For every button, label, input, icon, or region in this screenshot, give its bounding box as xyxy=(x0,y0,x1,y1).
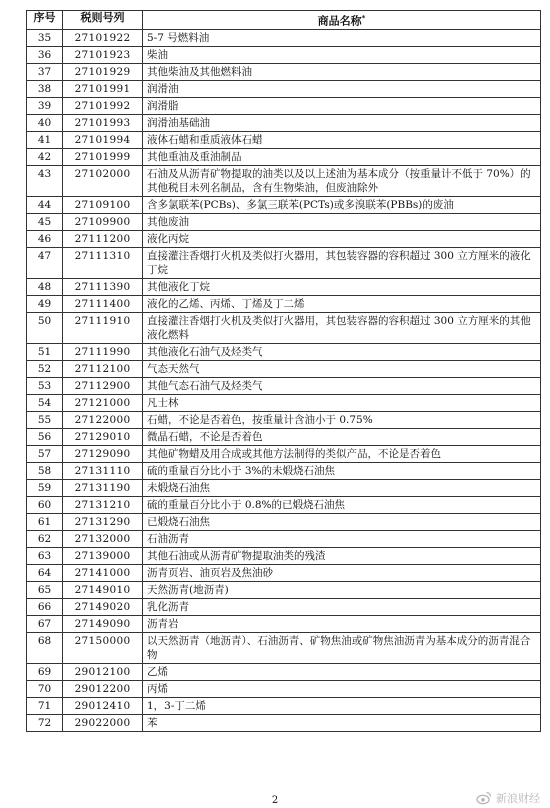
table-row xyxy=(27,463,541,480)
row-tariff-code: 27141000 xyxy=(63,565,143,582)
row-serial-number: 65 xyxy=(27,582,63,599)
table-row xyxy=(27,64,541,81)
row-product-name: 润滑脂 xyxy=(143,98,541,115)
row-tariff-code: 27101994 xyxy=(63,132,143,149)
row-serial-number: 71 xyxy=(27,698,63,715)
row-product-name: 其他矿物蜡及用合成或其他方法制得的类似产品，不论是否着色 xyxy=(143,446,541,463)
row-tariff-code: 29022000 xyxy=(63,715,143,732)
row-serial-number: 48 xyxy=(27,279,63,296)
row-tariff-code: 27101922 xyxy=(63,30,143,47)
row-product-name: 凡士林 xyxy=(143,395,541,412)
row-tariff-code: 27101923 xyxy=(63,47,143,64)
header-product-name xyxy=(143,11,541,30)
table-row xyxy=(27,248,541,279)
table-body xyxy=(27,30,541,732)
header-product-name-text: 商品名称 xyxy=(317,14,362,28)
row-tariff-code: 29012100 xyxy=(63,664,143,681)
row-serial-number: 44 xyxy=(27,197,63,214)
table-row xyxy=(27,395,541,412)
row-product-name: 其他石油或从沥青矿物提取油类的残渣 xyxy=(143,548,541,565)
table-row xyxy=(27,378,541,395)
table-row xyxy=(27,30,541,47)
table-row xyxy=(27,681,541,698)
table-row xyxy=(27,344,541,361)
table-row xyxy=(27,616,541,633)
row-tariff-code: 27101993 xyxy=(63,115,143,132)
table-row xyxy=(27,149,541,166)
row-tariff-code: 27101991 xyxy=(63,81,143,98)
row-product-name: 微晶石蜡，不论是否着色 xyxy=(143,429,541,446)
row-product-name: 硫的重量百分比小于 0.8%的已煅烧石油焦 xyxy=(143,497,541,514)
table-row xyxy=(27,98,541,115)
row-product-name: 液体石蜡和重质液体石蜡 xyxy=(143,132,541,149)
row-product-name: 丙烯 xyxy=(143,681,541,698)
row-serial-number: 61 xyxy=(27,514,63,531)
row-serial-number: 55 xyxy=(27,412,63,429)
row-serial-number: 68 xyxy=(27,633,63,664)
row-product-name: 5-7 号燃料油 xyxy=(143,30,541,47)
row-product-name: 气态天然气 xyxy=(143,361,541,378)
row-serial-number: 38 xyxy=(27,81,63,98)
row-product-name: 天然沥青(地沥青) xyxy=(143,582,541,599)
row-serial-number: 39 xyxy=(27,98,63,115)
row-serial-number: 58 xyxy=(27,463,63,480)
row-product-name: 含多氯联苯(PCBs)、多氯三联苯(PCTs)或多溴联苯(PBBs)的废油 xyxy=(143,197,541,214)
table-row xyxy=(27,47,541,64)
row-serial-number: 69 xyxy=(27,664,63,681)
row-product-name: 润滑油基础油 xyxy=(143,115,541,132)
row-tariff-code: 27129090 xyxy=(63,446,143,463)
row-serial-number: 41 xyxy=(27,132,63,149)
row-product-name: 其他液化石油气及烃类气 xyxy=(143,344,541,361)
table-row xyxy=(27,446,541,463)
table-row xyxy=(27,633,541,664)
row-serial-number: 57 xyxy=(27,446,63,463)
table-row xyxy=(27,565,541,582)
row-product-name: 其他液化丁烷 xyxy=(143,279,541,296)
watermark-text: 新浪财经 xyxy=(496,792,540,805)
row-serial-number: 52 xyxy=(27,361,63,378)
table-row xyxy=(27,514,541,531)
header-serial-number: 序号 xyxy=(27,11,63,30)
row-tariff-code: 27131290 xyxy=(63,514,143,531)
row-tariff-code: 27101992 xyxy=(63,98,143,115)
table-row xyxy=(27,361,541,378)
row-serial-number: 63 xyxy=(27,548,63,565)
table-row xyxy=(27,132,541,149)
table-row xyxy=(27,715,541,732)
row-product-name: 以天然沥青（地沥青）、石油沥青、矿物焦油或矿物焦油沥青为基本成分的沥青混合物 xyxy=(143,633,541,664)
table-row xyxy=(27,313,541,344)
row-product-name: 沥青页岩、油页岩及焦油砂 xyxy=(143,565,541,582)
row-product-name: 乙烯 xyxy=(143,664,541,681)
row-product-name: 其他废油 xyxy=(143,214,541,231)
table-row xyxy=(27,599,541,616)
table-row xyxy=(27,531,541,548)
table-row xyxy=(27,664,541,681)
row-serial-number: 70 xyxy=(27,681,63,698)
row-serial-number: 46 xyxy=(27,231,63,248)
row-tariff-code: 27111200 xyxy=(63,231,143,248)
row-tariff-code: 27112100 xyxy=(63,361,143,378)
table-row xyxy=(27,582,541,599)
row-serial-number: 45 xyxy=(27,214,63,231)
row-tariff-code: 27121000 xyxy=(63,395,143,412)
row-product-name: 乳化沥青 xyxy=(143,599,541,616)
row-serial-number: 59 xyxy=(27,480,63,497)
table-row xyxy=(27,214,541,231)
table-row xyxy=(27,279,541,296)
row-product-name: 其他气态石油气及烃类气 xyxy=(143,378,541,395)
row-tariff-code: 27112900 xyxy=(63,378,143,395)
table-row xyxy=(27,166,541,197)
row-serial-number: 43 xyxy=(27,166,63,197)
row-product-name: 1，3-丁二烯 xyxy=(143,698,541,715)
row-tariff-code: 27149010 xyxy=(63,582,143,599)
row-product-name: 石蜡，不论是否着色，按重量计含油小于 0.75% xyxy=(143,412,541,429)
row-serial-number: 62 xyxy=(27,531,63,548)
table-row xyxy=(27,480,541,497)
row-tariff-code: 27129010 xyxy=(63,429,143,446)
row-serial-number: 53 xyxy=(27,378,63,395)
page-number: 2 xyxy=(271,795,279,806)
row-product-name: 柴油 xyxy=(143,47,541,64)
table-row xyxy=(27,429,541,446)
row-serial-number: 54 xyxy=(27,395,63,412)
row-tariff-code: 27101999 xyxy=(63,149,143,166)
row-tariff-code: 27111310 xyxy=(63,248,143,279)
row-tariff-code: 27101929 xyxy=(63,64,143,81)
row-tariff-code: 29012200 xyxy=(63,681,143,698)
row-serial-number: 49 xyxy=(27,296,63,313)
row-serial-number: 67 xyxy=(27,616,63,633)
row-tariff-code: 27111910 xyxy=(63,313,143,344)
row-product-name: 其他柴油及其他燃料油 xyxy=(143,64,541,81)
row-serial-number: 40 xyxy=(27,115,63,132)
table-row xyxy=(27,548,541,565)
row-serial-number: 36 xyxy=(27,47,63,64)
row-product-name: 石油沥青 xyxy=(143,531,541,548)
row-tariff-code: 27149020 xyxy=(63,599,143,616)
row-tariff-code: 27132000 xyxy=(63,531,143,548)
row-tariff-code: 27131210 xyxy=(63,497,143,514)
table-row xyxy=(27,197,541,214)
row-tariff-code: 27102000 xyxy=(63,166,143,197)
row-serial-number: 56 xyxy=(27,429,63,446)
table-row xyxy=(27,698,541,715)
header-footnote-mark: * xyxy=(361,14,366,22)
row-serial-number: 35 xyxy=(27,30,63,47)
row-product-name: 液化的乙烯、丙烯、丁烯及丁二烯 xyxy=(143,296,541,313)
row-serial-number: 66 xyxy=(27,599,63,616)
row-serial-number: 47 xyxy=(27,248,63,279)
row-tariff-code: 29012410 xyxy=(63,698,143,715)
row-serial-number: 60 xyxy=(27,497,63,514)
row-serial-number: 42 xyxy=(27,149,63,166)
row-serial-number: 51 xyxy=(27,344,63,361)
row-tariff-code: 27131190 xyxy=(63,480,143,497)
row-tariff-code: 27139000 xyxy=(63,548,143,565)
row-tariff-code: 27111400 xyxy=(63,296,143,313)
header-tariff-code: 税则号列 xyxy=(63,11,143,30)
row-product-name: 苯 xyxy=(143,715,541,732)
row-tariff-code: 27109100 xyxy=(63,197,143,214)
table-row xyxy=(27,81,541,98)
row-product-name: 沥青岩 xyxy=(143,616,541,633)
row-tariff-code: 27109900 xyxy=(63,214,143,231)
table-row xyxy=(27,115,541,132)
row-serial-number: 37 xyxy=(27,64,63,81)
row-product-name: 已煅烧石油焦 xyxy=(143,514,541,531)
row-product-name: 石油及从沥青矿物提取的油类以及以上述油为基本成分（按重量计不低于 70%）的其他税目未列名制品，含有生物柴油，但废油除外 xyxy=(143,166,541,197)
table-row xyxy=(27,497,541,514)
row-product-name: 润滑油 xyxy=(143,81,541,98)
row-tariff-code: 27131110 xyxy=(63,463,143,480)
row-serial-number: 64 xyxy=(27,565,63,582)
weibo-eye-icon xyxy=(476,790,492,806)
row-tariff-code: 27111390 xyxy=(63,279,143,296)
table-header-row xyxy=(27,11,541,30)
row-tariff-code: 27122000 xyxy=(63,412,143,429)
row-tariff-code: 27149090 xyxy=(63,616,143,633)
table-row xyxy=(27,296,541,313)
row-product-name: 未煅烧石油焦 xyxy=(143,480,541,497)
row-tariff-code: 27150000 xyxy=(63,633,143,664)
row-serial-number: 72 xyxy=(27,715,63,732)
table-row xyxy=(27,231,541,248)
row-product-name: 直接灌注香烟打火机及类似打火器用，其包装容器的容积超过 300 立方厘米的其他液化燃料 xyxy=(143,313,541,344)
row-product-name: 液化丙烷 xyxy=(143,231,541,248)
row-tariff-code: 27111990 xyxy=(63,344,143,361)
watermark xyxy=(476,790,540,806)
row-product-name: 硫的重量百分比小于 3%的未煅烧石油焦 xyxy=(143,463,541,480)
tariff-table xyxy=(26,10,541,732)
row-product-name: 直接灌注香烟打火机及类似打火器用，其包装容器的容积超过 300 立方厘米的液化丁烷 xyxy=(143,248,541,279)
table-row xyxy=(27,412,541,429)
row-product-name: 其他重油及重油制品 xyxy=(143,149,541,166)
row-serial-number: 50 xyxy=(27,313,63,344)
